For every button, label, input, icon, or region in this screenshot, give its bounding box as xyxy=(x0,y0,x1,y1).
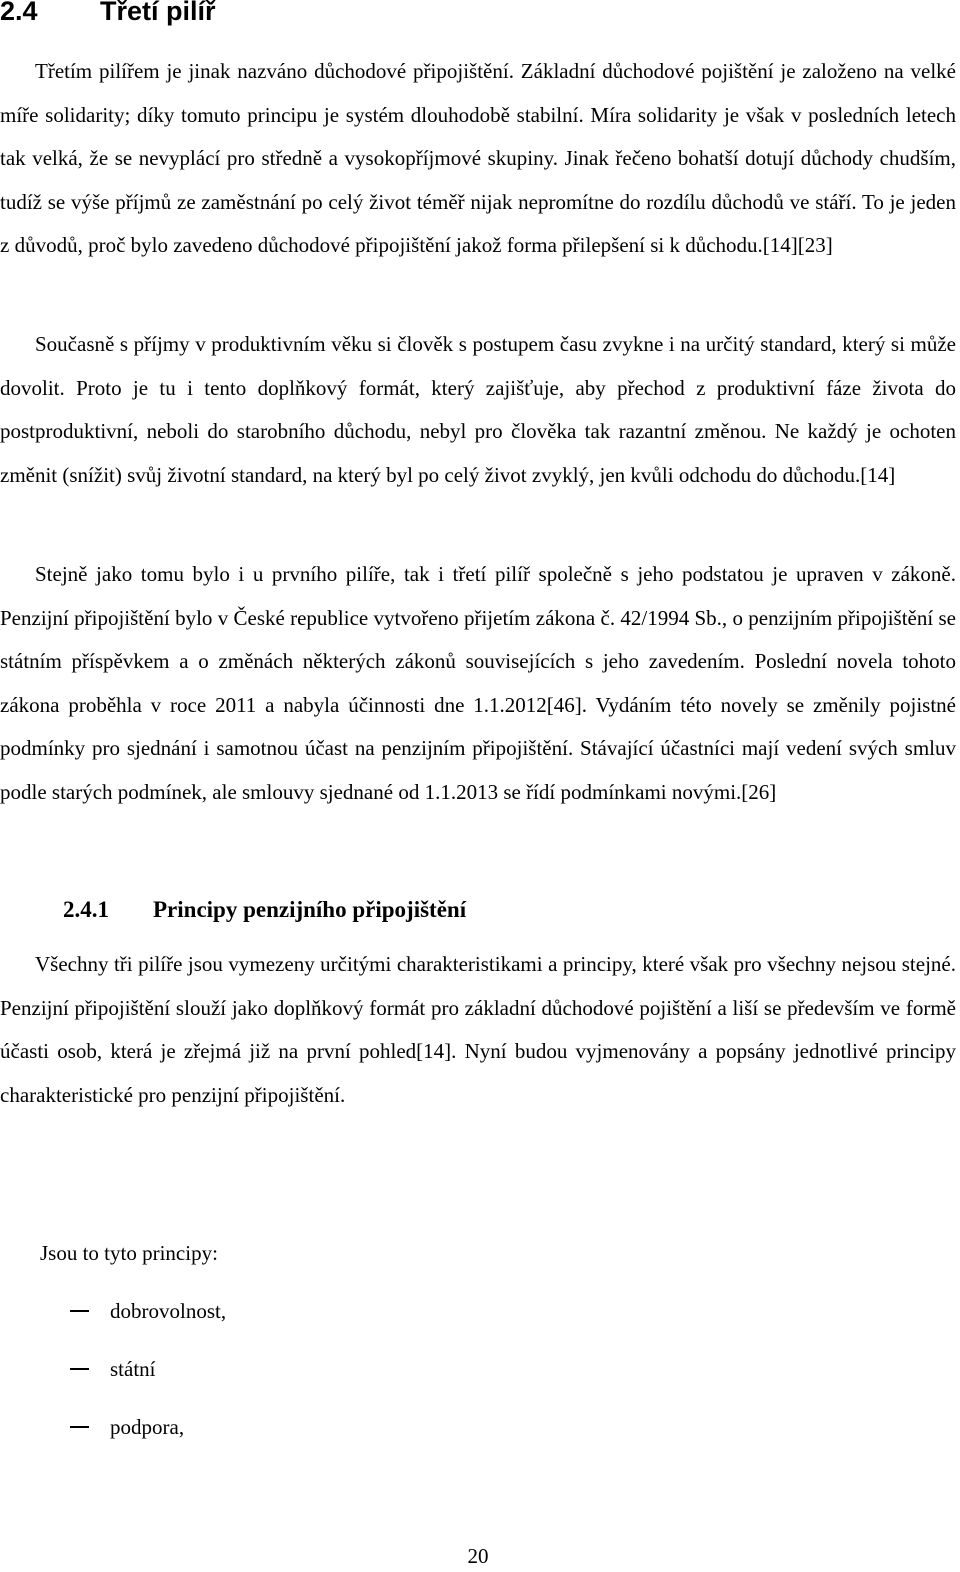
dash-bullet-icon xyxy=(70,1368,89,1370)
section-heading xyxy=(0,0,216,28)
paragraph: Stejně jako tomu bylo i u prvního pilíře, tak i třetí pilíř společně s jeho podstatou je upraven v zákoně. Penzijní připojištění bylo v České republice vytvořeno přijetím zákona č. 42/1994 Sb., o penzijním připojištění se státním příspěvkem a o změnách některých zákonů souvisejících s jeho zavedením. Poslední novela tohoto zákona proběhla v roce 2011 a nabyla účinnosti dne 1.1.2012[46]. Vydáním této novely se změnily pojistné podmínky pro sjednání i samotnou účast na penzijním připojištění. Stávající účastníci mají vedení svých smluv podle starých podmínek, ale smlouvy sjednané od 1.1.2013 se řídí podmínkami novými.[26] xyxy=(0,562,956,804)
list-item-text: státní xyxy=(110,1357,156,1381)
list-intro: Jsou to tyto principy: xyxy=(40,1241,218,1265)
dash-bullet-icon xyxy=(70,1426,89,1428)
section-number: 2.4 xyxy=(0,0,38,26)
list-item-text: dobrovolnost, xyxy=(110,1299,227,1323)
paragraph: Všechny tři pilíře jsou vymezeny určitými charakteristikami a principy, které však pro všechny nejsou stejné. Penzijní připojištění slouží jako doplňkový formát pro základní důchodové pojištění a liší se především ve formě účasti osob, která je zřejmá již na první pohled[14]. Nyní budou vyjmenovány a popsány jednotlivé principy charakteristické pro penzijní připojištění. xyxy=(0,952,956,1107)
paragraph: Současně s příjmy v produktivním věku si člověk s postupem času zvykne i na určitý standard, který si může dovolit. Proto je tu i tento doplňkový formát, který zajišťuje, aby přechod z produktivní fáze života do postproduktivní, neboli do starobního důchodu, nebyl pro člověka tak razantní změnou. Ne každý je ochoten změnit (snížit) svůj životní standard, na který byl po celý život zvyklý, jen kvůli odchodu do důchodu.[14] xyxy=(0,332,956,487)
section-title: Třetí pilíř xyxy=(100,0,216,26)
subsection-number: 2.4.1 xyxy=(63,897,109,922)
paragraph: Třetím pilířem je jinak nazváno důchodové připojištění. Základní důchodové pojištění je založeno na velké míře solidarity; díky tomuto principu je systém dlouhodobě stabilní. Míra solidarity je však v posledních letech tak velká, že se nevyplácí pro středně a vysokopříjmové skupiny. Jinak řečeno bohatší dotují důchody chudším, tudíž se výše příjmů ze zaměstnání po celý život téměř nijak nepromítne do rozdílu důchodů ve stáří. To je jeden z důvodů, proč bylo zavedeno důchodové připojištění jakož forma přilepšení si k důchodu.[14][23] xyxy=(0,59,956,257)
list-item-text: podpora, xyxy=(110,1415,185,1439)
subsection-title: Principy penzijního připojištění xyxy=(153,897,467,922)
subsection-heading xyxy=(63,890,466,930)
page-number: 20 xyxy=(467,1544,489,1568)
dash-bullet-icon xyxy=(70,1310,89,1312)
